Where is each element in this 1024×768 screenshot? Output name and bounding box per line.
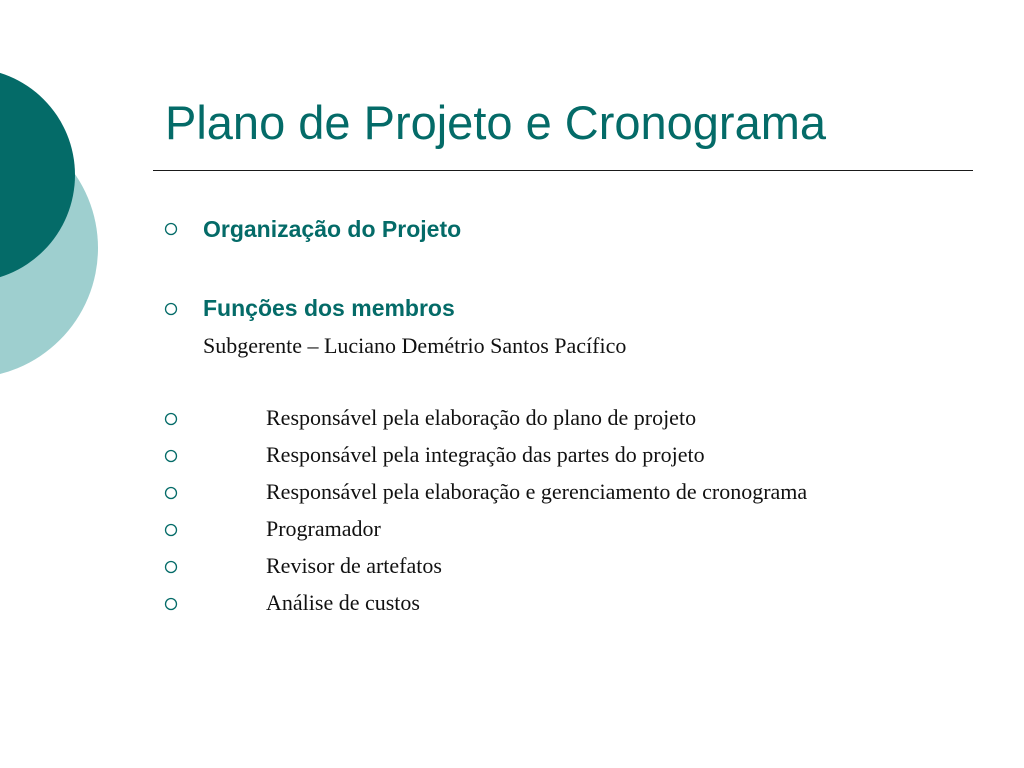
role-item: Revisor de artefatos <box>266 553 442 578</box>
subgerente-line: Subgerente – Luciano Demétrio Santos Pacífico <box>203 333 627 358</box>
hollow-circle-icon <box>164 449 178 463</box>
hollow-circle-icon <box>164 523 178 537</box>
hollow-circle-icon <box>164 486 178 500</box>
bullet-funcoes: Funções dos membros <box>203 295 455 321</box>
role-item: Responsável pela elaboração e gerenciamento de cronograma <box>266 479 808 504</box>
slide-title: Plano de Projeto e Cronograma <box>165 96 827 149</box>
hollow-circle-icon <box>164 302 178 316</box>
role-item: Responsável pela integração das partes do projeto <box>266 442 705 467</box>
title-divider <box>153 170 973 171</box>
hollow-circle-icon <box>164 597 178 611</box>
hollow-circle-icon <box>164 222 178 236</box>
hollow-circle-icon <box>164 560 178 574</box>
bullet-organizacao: Organização do Projeto <box>203 216 462 242</box>
hollow-circle-icon <box>164 412 178 426</box>
role-item: Programador <box>266 516 381 541</box>
role-item: Análise de custos <box>266 590 420 615</box>
decorative-circles <box>0 0 110 400</box>
role-item: Responsável pela elaboração do plano de projeto <box>266 405 697 430</box>
